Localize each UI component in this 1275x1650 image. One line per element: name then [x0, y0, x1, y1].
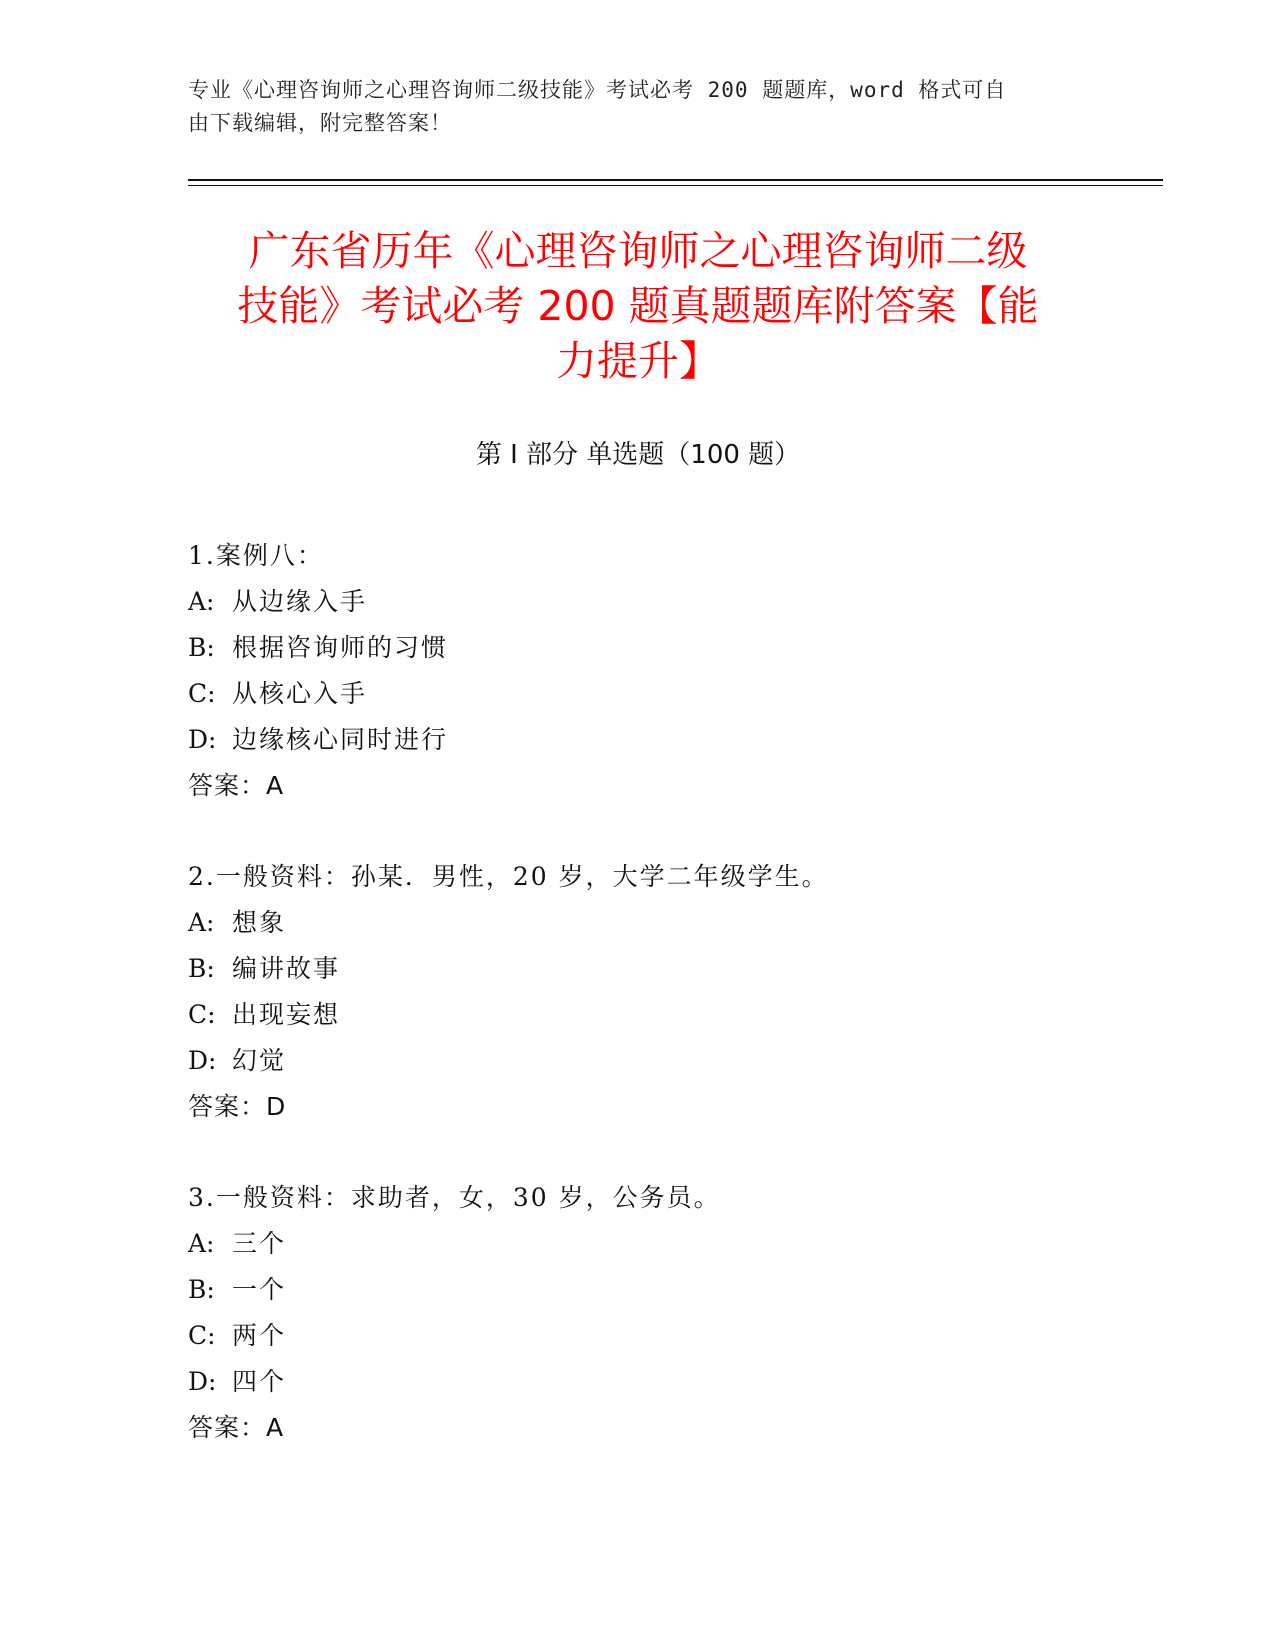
option-letter: B: [188, 954, 215, 983]
header-note-line-1: 专业《心理咨询师之心理咨询师二级技能》考试必考 200 题题库，word 格式可自 [188, 78, 1007, 102]
option-letter: A: [188, 587, 215, 616]
option-text: 三个 [232, 1229, 287, 1258]
option-letter: B: [188, 1275, 215, 1304]
header-divider-thick [188, 179, 1163, 181]
option-a [188, 579, 1088, 625]
option-text: 从核心入手 [232, 679, 368, 708]
option-letter: D: [188, 725, 217, 754]
header-note [188, 74, 1068, 140]
option-d [188, 717, 1088, 763]
question-stem: 1.案例八： [188, 541, 324, 570]
option-a [188, 1221, 1088, 1267]
question-stem: 3.一般资料：求助者，女，30 岁，公务员。 [188, 1183, 721, 1212]
option-a [188, 900, 1088, 946]
header-note-line-2: 由下载编辑，附完整答案！ [188, 111, 452, 135]
option-text: 边缘核心同时进行 [232, 725, 449, 754]
document-title [188, 224, 1088, 389]
option-text: 出现妄想 [232, 1000, 341, 1029]
option-text: 从边缘入手 [232, 587, 368, 616]
option-text: 两个 [232, 1321, 287, 1350]
question-3 [188, 1175, 1088, 1451]
option-letter: C: [188, 1000, 216, 1029]
document-title-line-2: 技能》考试必考 200 题真题题库附答案【能 [237, 282, 1039, 330]
option-text: 四个 [232, 1367, 287, 1396]
option-letter: C: [188, 1321, 216, 1350]
document-title-line-1: 广东省历年《心理咨询师之心理咨询师二级 [248, 227, 1028, 275]
option-d [188, 1038, 1088, 1084]
section-heading: 第 I 部分 单选题（100 题） [475, 440, 801, 470]
option-text: 编讲故事 [232, 954, 341, 983]
answer-line: 答案：A [188, 771, 285, 800]
answer-line: 答案：D [188, 1092, 287, 1121]
option-c [188, 992, 1088, 1038]
option-letter: B: [188, 633, 215, 662]
option-text: 想象 [232, 908, 287, 937]
option-letter: A: [188, 1229, 215, 1258]
document-title-line-3: 力提升】 [556, 337, 720, 385]
option-b [188, 625, 1088, 671]
question-stem: 2.一般资料：孙某．男性，20 岁，大学二年级学生。 [188, 862, 829, 891]
question-1 [188, 533, 1088, 809]
header-divider-thin [188, 185, 1163, 186]
option-d [188, 1359, 1088, 1405]
question-2 [188, 854, 1088, 1130]
option-letter: D: [188, 1367, 217, 1396]
option-letter: D: [188, 1046, 217, 1075]
option-b [188, 946, 1088, 992]
option-b [188, 1267, 1088, 1313]
option-text: 幻觉 [232, 1046, 287, 1075]
option-c [188, 671, 1088, 717]
option-text: 一个 [232, 1275, 287, 1304]
option-letter: A: [188, 908, 215, 937]
option-text: 根据咨询师的习惯 [232, 633, 449, 662]
option-c [188, 1313, 1088, 1359]
option-letter: C: [188, 679, 216, 708]
answer-line: 答案：A [188, 1413, 285, 1442]
